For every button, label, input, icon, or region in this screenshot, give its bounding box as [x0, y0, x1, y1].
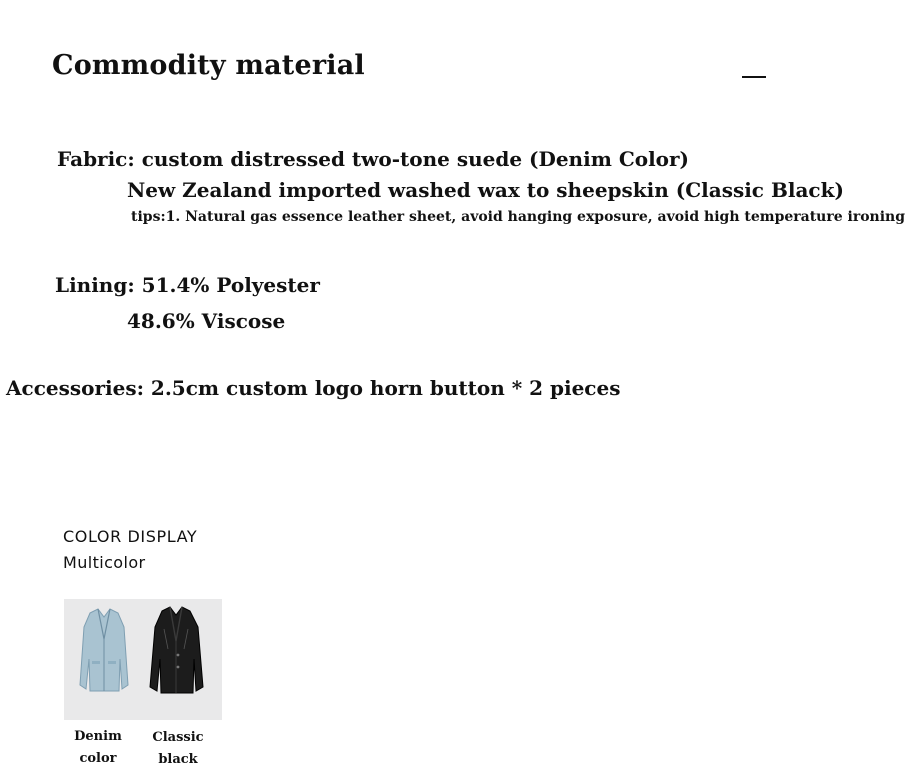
jackets-illustration	[64, 599, 222, 720]
swatch-label-black[interactable]: Classic black	[152, 730, 204, 767]
black-jacket-image	[150, 607, 203, 693]
color-display-heading: COLOR DISPLAY	[63, 527, 198, 546]
swatch-label-denim[interactable]: Denim color	[74, 729, 122, 766]
fabric-line-2: New Zealand imported washed wax to sheepskin (Classic Black)	[127, 178, 844, 202]
lining-line-2: 48.6% Viscose	[127, 309, 286, 333]
fabric-line-1: Fabric: custom distressed two-tone suede (Denim Color)	[57, 147, 690, 171]
collapse-icon[interactable]	[742, 76, 766, 78]
section-title: Commodity material	[52, 50, 365, 81]
denim-jacket-image	[80, 609, 128, 691]
color-display-subheading: Multicolor	[63, 553, 146, 572]
lining-line-1: Lining: 51.4% Polyester	[55, 273, 320, 297]
fabric-tips: tips:1. Natural gas essence leather sheet, avoid hanging exposure, avoid high temperature ironing	[131, 209, 905, 225]
accessories-line: Accessories: 2.5cm custom logo horn button * 2 pieces	[6, 376, 621, 400]
product-color-photo[interactable]	[64, 599, 222, 720]
